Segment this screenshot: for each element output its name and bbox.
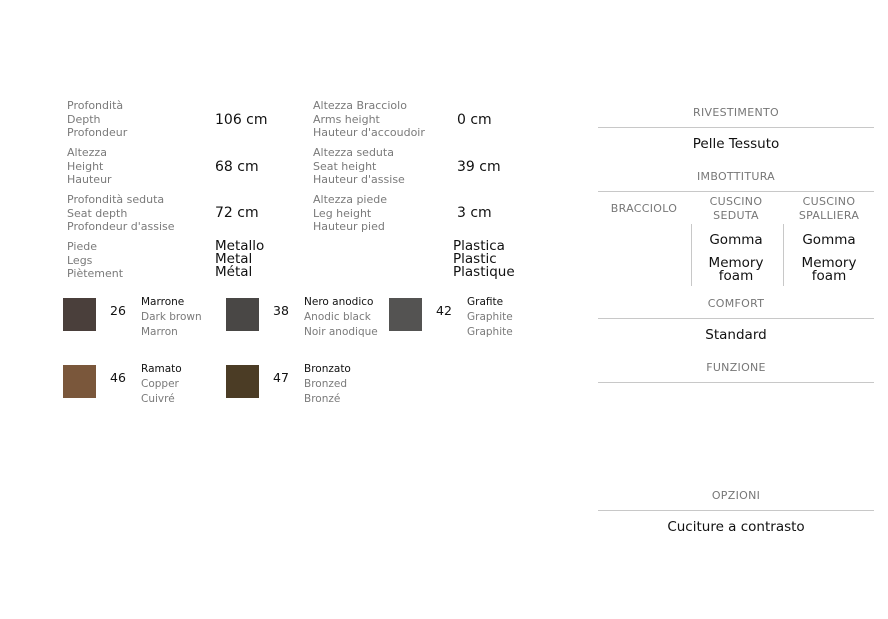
color-code-42: 42 bbox=[436, 303, 452, 318]
material-fr: Métal bbox=[215, 264, 253, 280]
color-name-38 bbox=[304, 295, 378, 340]
color-name-en: Bronzed bbox=[304, 378, 348, 390]
color-swatch-42 bbox=[389, 298, 422, 331]
opzioni-value: Cuciture a contrasto bbox=[667, 519, 805, 535]
funzione-divider bbox=[598, 382, 874, 383]
opzioni-divider bbox=[598, 510, 874, 511]
legs-label-fr: Piètement bbox=[67, 267, 124, 280]
material-en: Plastic bbox=[453, 251, 497, 267]
dim-label-en: Seat height bbox=[313, 159, 377, 173]
dim-value-depth: 106 cm bbox=[215, 112, 268, 128]
color-name-42 bbox=[467, 295, 513, 340]
opzioni-header: OPZIONI bbox=[711, 489, 761, 502]
color-code-46: 46 bbox=[110, 370, 126, 385]
legs-label-en: Legs bbox=[67, 253, 93, 267]
dim-label-en: Depth bbox=[67, 112, 101, 126]
color-name-47 bbox=[304, 362, 351, 407]
dim-label-fr: Profondeur d'assise bbox=[67, 220, 175, 233]
column-cuscino-spalliera: CUSCINO SPALLIERA bbox=[798, 195, 860, 222]
color-name-fr: Noir anodique bbox=[304, 326, 378, 338]
finish-colors bbox=[0, 290, 590, 420]
color-name-it: Nero anodico bbox=[304, 296, 374, 308]
rivestimento-header: RIVESTIMENTO bbox=[693, 106, 779, 119]
color-swatch-47 bbox=[226, 365, 259, 398]
material-fr: Plastique bbox=[453, 264, 515, 280]
column-divider-1 bbox=[691, 224, 692, 286]
color-code-47: 47 bbox=[273, 370, 289, 385]
dim-value-arms-height: 0 cm bbox=[457, 112, 492, 128]
imbottitura-divider bbox=[598, 191, 874, 192]
dim-label-arms-height bbox=[313, 99, 425, 140]
material-it: Plastica bbox=[453, 238, 505, 254]
dim-value-height: 68 cm bbox=[215, 159, 259, 175]
color-name-it: Bronzato bbox=[304, 363, 351, 375]
legs-label bbox=[67, 240, 123, 281]
dim-value-seat-depth: 72 cm bbox=[215, 205, 259, 221]
material-it: Metallo bbox=[215, 238, 265, 254]
comfort-value: Standard bbox=[705, 327, 767, 343]
dim-value-leg-height: 3 cm bbox=[457, 205, 492, 221]
legs-material-metal bbox=[215, 240, 264, 279]
color-name-en: Anodic black bbox=[304, 311, 371, 323]
rivestimento-divider bbox=[598, 127, 874, 128]
dim-value-seat-height: 39 cm bbox=[457, 159, 501, 175]
spalliera-value-memory-foam: Memory foam bbox=[801, 255, 857, 284]
dim-label-fr: Hauteur d'assise bbox=[313, 173, 405, 186]
dim-label-it: Altezza bbox=[67, 146, 107, 159]
color-name-it: Grafite bbox=[467, 296, 504, 308]
imbottitura-header: IMBOTTITURA bbox=[696, 170, 776, 183]
color-swatch-38 bbox=[226, 298, 259, 331]
color-code-26: 26 bbox=[110, 303, 126, 318]
legs-material-plastic bbox=[453, 240, 515, 279]
rivestimento-value: Pelle Tessuto bbox=[692, 136, 780, 152]
column-cuscino-seduta: CUSCINO SEDUTA bbox=[709, 195, 763, 222]
color-name-26 bbox=[141, 295, 202, 340]
color-name-it: Ramato bbox=[141, 363, 182, 375]
dimensions-section bbox=[0, 0, 590, 290]
dim-label-it: Altezza piede bbox=[313, 193, 388, 206]
funzione-header: FUNZIONE bbox=[706, 361, 766, 374]
color-name-fr: Bronzé bbox=[304, 393, 341, 405]
comfort-header: COMFORT bbox=[707, 297, 765, 310]
color-name-en: Copper bbox=[141, 378, 179, 390]
dim-label-fr: Hauteur bbox=[67, 173, 112, 186]
comfort-divider bbox=[598, 318, 874, 319]
dim-label-en: Leg height bbox=[313, 206, 372, 220]
column-divider-2 bbox=[783, 224, 784, 286]
color-name-it: Marrone bbox=[141, 296, 185, 308]
dim-label-en: Seat depth bbox=[67, 206, 128, 220]
dim-label-en: Arms height bbox=[313, 112, 380, 126]
color-name-en: Dark brown bbox=[141, 311, 202, 323]
dim-label-en: Height bbox=[67, 159, 104, 173]
dim-label-fr: Profondeur bbox=[67, 126, 128, 139]
color-swatch-46 bbox=[63, 365, 96, 398]
dim-label-it: Profondità bbox=[67, 99, 124, 112]
seduta-value-memory-foam: Memory foam bbox=[708, 255, 764, 284]
dim-label-it: Altezza Bracciolo bbox=[313, 99, 407, 112]
material-en: Metal bbox=[215, 251, 253, 267]
dim-label-depth bbox=[67, 99, 127, 140]
dim-label-it: Profondità seduta bbox=[67, 193, 165, 206]
color-name-fr: Graphite bbox=[467, 326, 513, 338]
color-name-fr: Cuivré bbox=[141, 393, 175, 405]
dim-label-height bbox=[67, 146, 112, 187]
dim-label-it: Altezza seduta bbox=[313, 146, 394, 159]
dim-label-seat-height bbox=[313, 146, 405, 187]
color-name-fr: Marron bbox=[141, 326, 178, 338]
color-code-38: 38 bbox=[273, 303, 289, 318]
column-bracciolo: BRACCIOLO bbox=[610, 202, 678, 215]
color-name-en: Graphite bbox=[467, 311, 513, 323]
spalliera-value-gomma: Gomma bbox=[802, 232, 856, 248]
dim-label-fr: Hauteur d'accoudoir bbox=[313, 126, 425, 139]
dim-label-seat-depth bbox=[67, 193, 175, 234]
dim-label-leg-height bbox=[313, 193, 387, 234]
seduta-value-gomma: Gomma bbox=[709, 232, 763, 248]
color-name-46 bbox=[141, 362, 182, 407]
color-swatch-26 bbox=[63, 298, 96, 331]
options-panel bbox=[598, 0, 874, 619]
dim-label-fr: Hauteur pied bbox=[313, 220, 385, 233]
legs-label-it: Piede bbox=[67, 240, 97, 253]
